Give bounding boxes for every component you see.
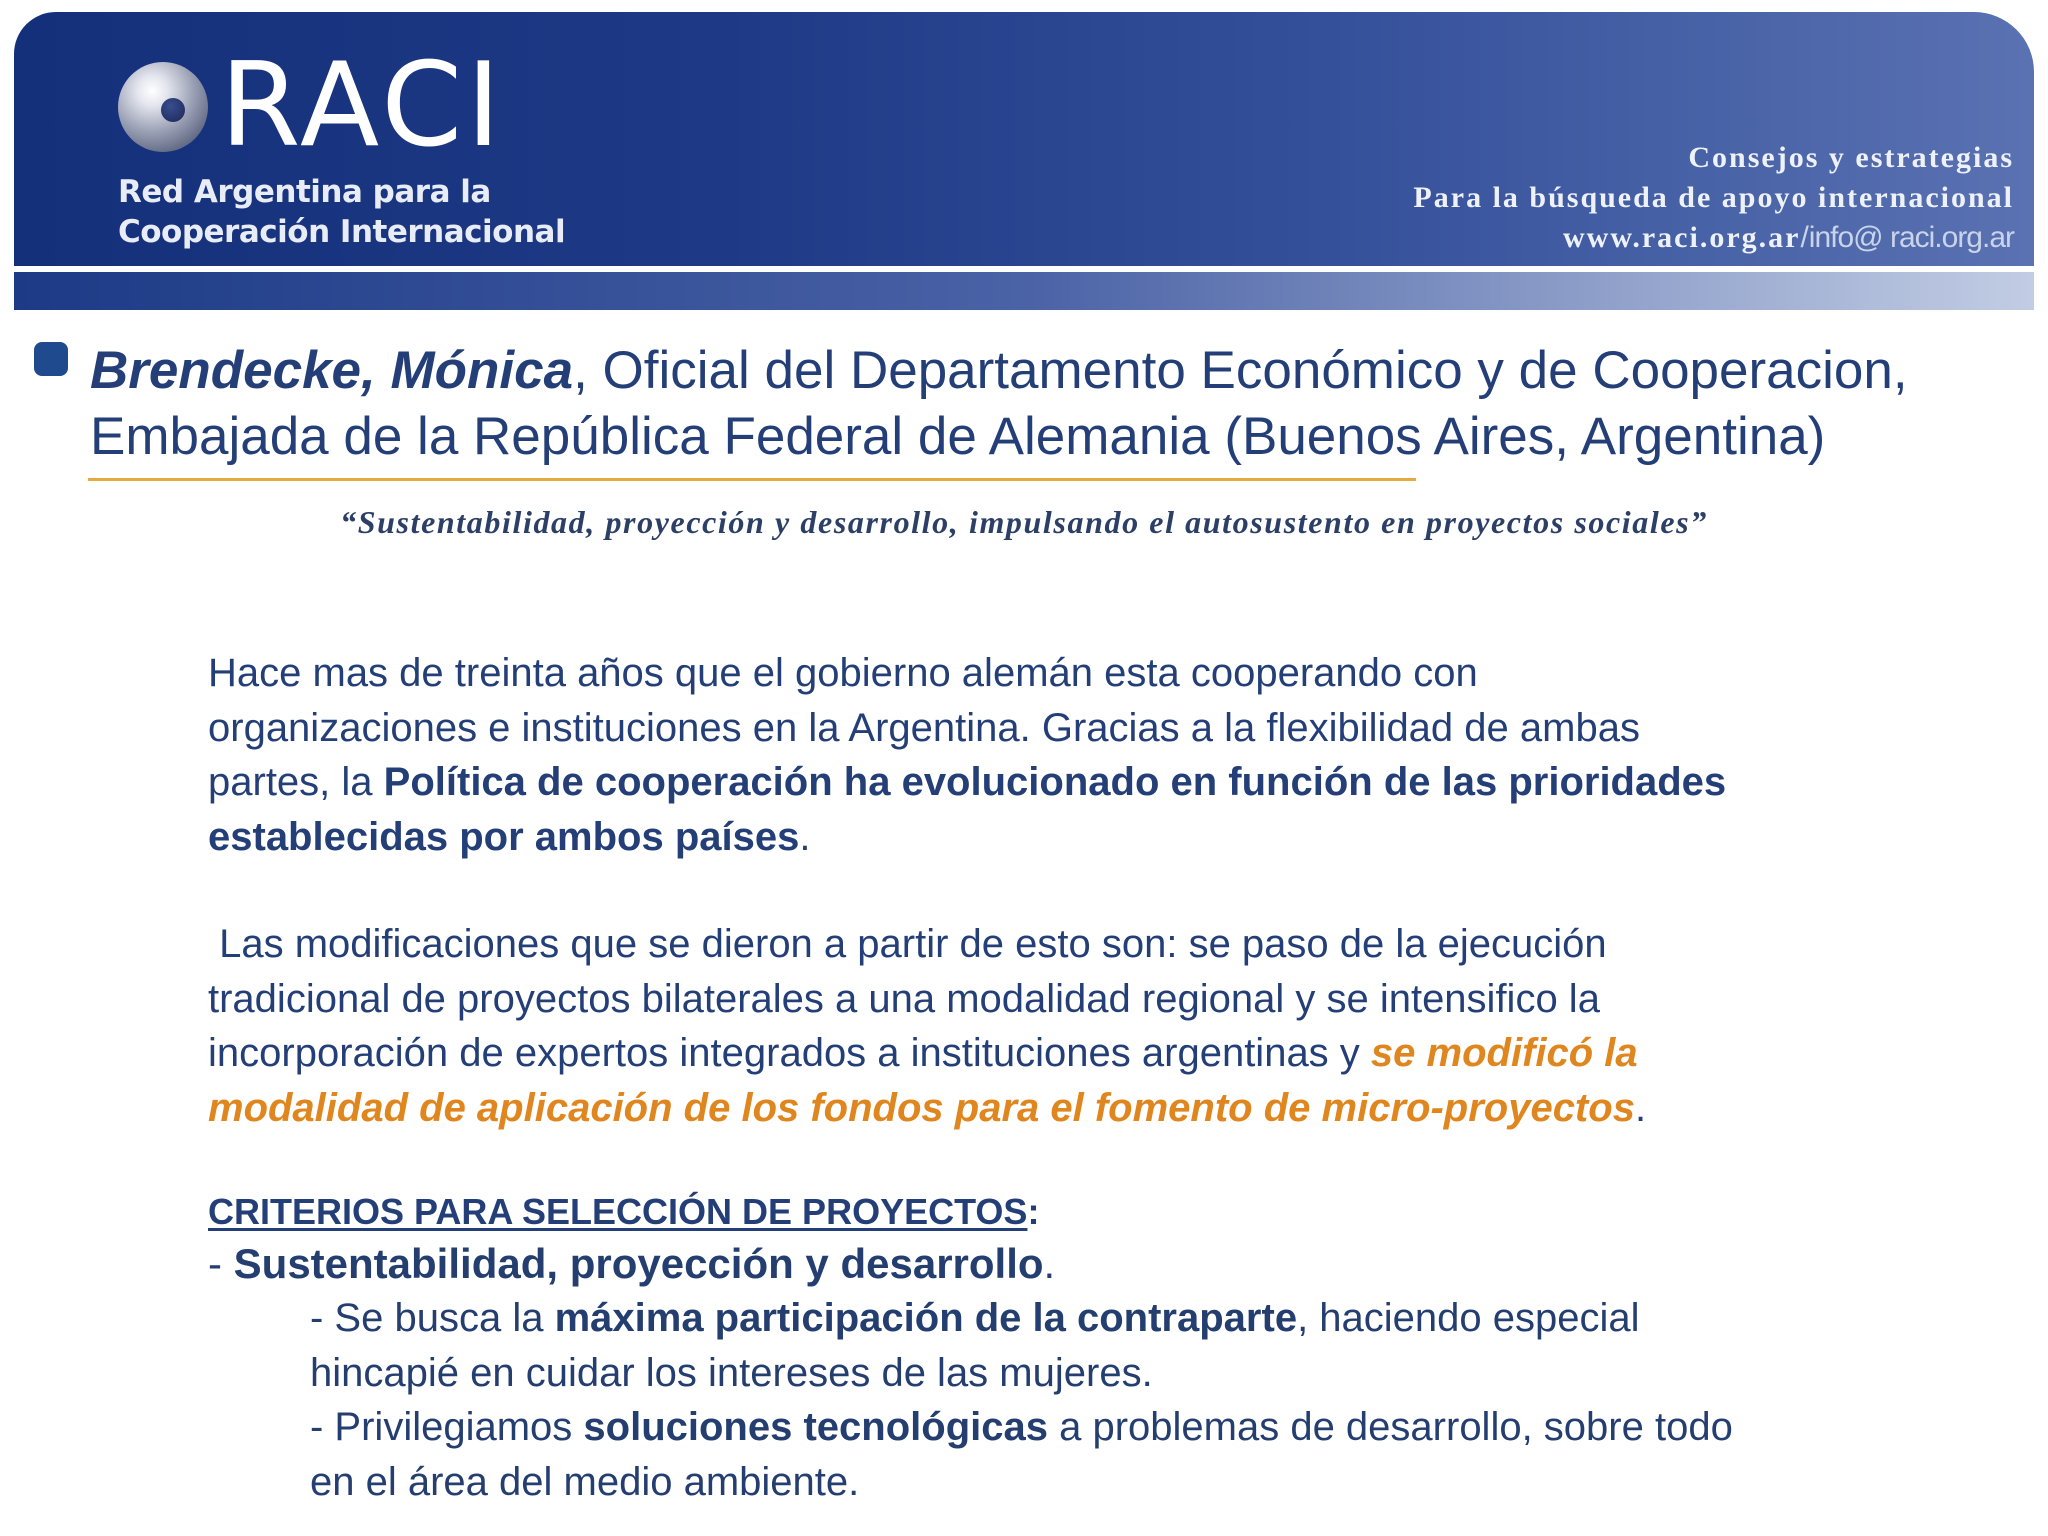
title-bullet-icon bbox=[34, 342, 68, 376]
sub2-line1 bbox=[310, 1400, 2010, 1455]
sub1-line1 bbox=[310, 1291, 2010, 1346]
p1-line4-end: . bbox=[799, 814, 811, 859]
header-gradient-strip bbox=[14, 272, 2034, 310]
logo-subtitle bbox=[118, 172, 565, 252]
sub2-bold: soluciones tecnológicas bbox=[583, 1405, 1048, 1449]
logo-subtitle-line1: Red Argentina para la bbox=[118, 174, 491, 210]
paragraph-2 bbox=[208, 917, 1988, 1135]
raci-logo-dot-icon bbox=[161, 98, 185, 122]
tagline-line1: Consejos y estrategias bbox=[1688, 141, 2014, 174]
p1-line4 bbox=[208, 810, 1988, 865]
criteria-item bbox=[208, 1236, 1055, 1292]
p2-line3-plain: incorporación de expertos integrados a instituciones argentinas y bbox=[208, 1031, 1371, 1075]
contact-separator: / bbox=[1800, 221, 1809, 254]
paragraph-1 bbox=[208, 646, 1988, 864]
criteria-sublist bbox=[310, 1291, 2010, 1509]
speaker-name: Brendecke, Mónica bbox=[90, 341, 574, 400]
header-banner bbox=[14, 12, 2034, 266]
p1-line1: Hace mas de treinta años que el gobierno alemán esta cooperando con bbox=[208, 651, 1478, 695]
p1-line4-bold: establecidas por ambos países bbox=[208, 814, 800, 859]
title-line1 bbox=[90, 338, 2048, 404]
email-link[interactable]: info@ raci.org.ar bbox=[1808, 221, 2014, 254]
logo-wordmark: RACI bbox=[220, 38, 505, 173]
p2-line3-highlight: se modificó la bbox=[1370, 1031, 1638, 1075]
p1-line2: organizaciones e instituciones en la Argentina. Gracias a la flexibilidad de ambas bbox=[208, 705, 1640, 750]
sub2-end: a problemas de desarrollo, sobre todo bbox=[1047, 1405, 1733, 1449]
p2-line4-highlight: modalidad de aplicación de los fondos para el fomento de micro-proyectos bbox=[208, 1085, 1635, 1130]
criteria-item-end: . bbox=[1043, 1240, 1056, 1287]
p2-line2: tradicional de proyectos bilaterales a una modalidad regional y se intensifico la bbox=[208, 976, 1600, 1021]
p2-line4 bbox=[208, 1081, 1988, 1136]
criteria-heading-colon: : bbox=[1027, 1191, 1040, 1232]
sub1-end: , haciendo especial bbox=[1297, 1296, 1640, 1340]
sub2-start: - Privilegiamos bbox=[310, 1405, 584, 1449]
slide-title bbox=[90, 338, 2048, 470]
tagline-line2: Para la búsqueda de apoyo internacional bbox=[1413, 181, 2014, 214]
p1-line3 bbox=[208, 755, 1988, 810]
title-underline-rule bbox=[88, 478, 1416, 481]
p2-line1: Las modificaciones que se dieron a partir de esto son: se paso de la ejecución bbox=[208, 922, 1607, 966]
sub2-line2: en el área del medio ambiente. bbox=[310, 1459, 860, 1504]
website-link[interactable]: www.raci.org.ar bbox=[1563, 221, 1801, 254]
criteria-heading-text: CRITERIOS PARA SELECCIÓN DE PROYECTOS bbox=[208, 1191, 1028, 1232]
criteria-item-bold: Sustentabilidad, proyección y desarrollo bbox=[233, 1240, 1044, 1287]
p2-line4-end: . bbox=[1634, 1085, 1647, 1130]
slide-quote: “Sustentabilidad, proyección y desarrollo, impulsando el autosustento en proyectos sociales” bbox=[340, 504, 1708, 540]
title-line2: Embajada de la República Federal de Alemania (Buenos Aires, Argentina) bbox=[90, 407, 1826, 466]
criteria-item-dash: - bbox=[208, 1240, 234, 1287]
header-tagline bbox=[1413, 138, 2014, 258]
speaker-role: , Oficial del Departamento Económico y de Cooperacion, bbox=[573, 341, 1908, 400]
tagline-contact bbox=[1413, 218, 2014, 258]
p1-line3-plain: partes, la bbox=[208, 760, 384, 804]
sub1-start: - Se busca la bbox=[310, 1296, 555, 1340]
criteria-heading bbox=[208, 1190, 1039, 1234]
sub1-line2: hincapié en cuidar los intereses de las mujeres. bbox=[310, 1350, 1153, 1395]
logo-subtitle-line2: Cooperación Internacional bbox=[118, 214, 566, 250]
p1-line3-bold: Política de cooperación ha evolucionado en función de las prioridades bbox=[383, 760, 1727, 804]
sub1-bold: máxima participación de la contraparte bbox=[554, 1296, 1298, 1340]
p2-line3 bbox=[208, 1026, 1988, 1081]
